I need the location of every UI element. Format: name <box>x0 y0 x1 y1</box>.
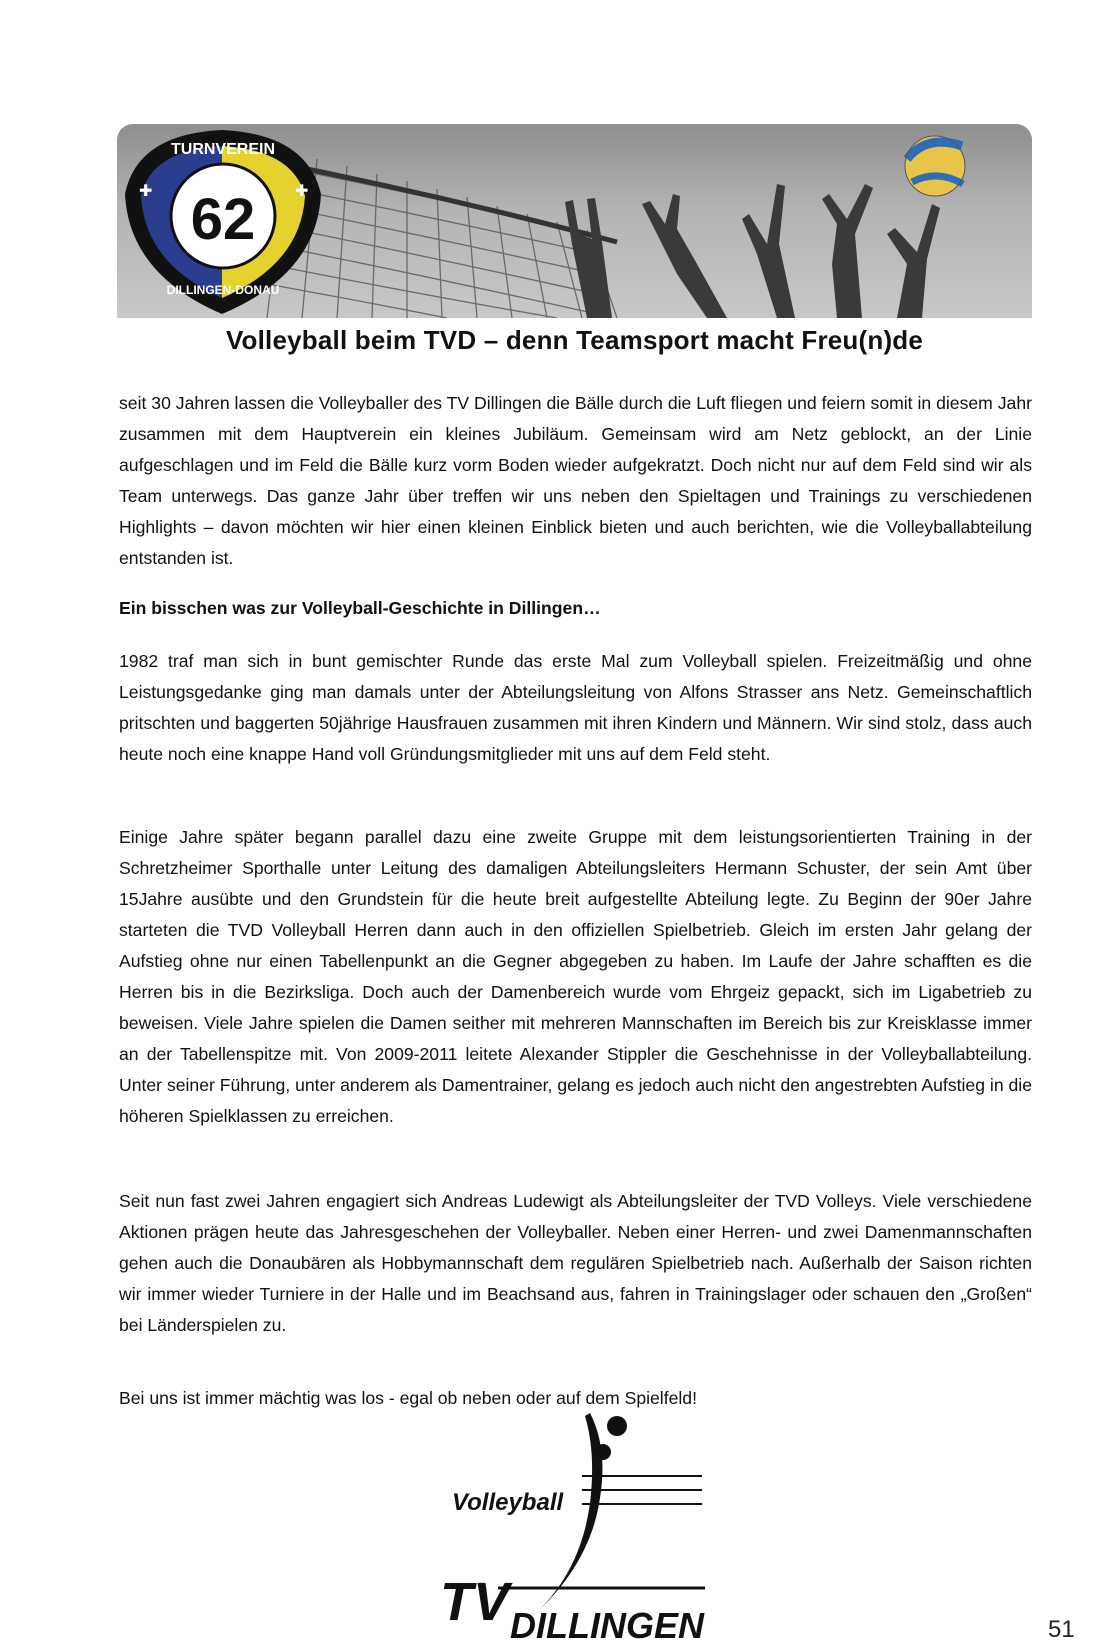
history-paragraph-3: Seit nun fast zwei Jahren engagiert sich Andreas Ludewigt als Abteilungsleiter der TVD Volleys. Viele verschiedene Aktionen prägen heute das Jahresgeschehen der Volleyballer. Neben einer Herren- und zwei Damenmannschaften gehen auch die Donaubären als Hobbymannschaft dem regulären Spielbetrieb nach. Außerhalb der Saison richten wir immer wieder Turniere in der Halle und im Beachsand aus, fahren in Trainingslager oder schauen den „Großen“ bei Länderspielen zu. <box>119 1191 1032 1335</box>
svg-text:✚: ✚ <box>295 181 309 200</box>
section-heading: Ein bisschen was zur Volleyball-Geschichte in Dillingen… <box>119 598 601 618</box>
article-title: Volleyball beim TVD – denn Teamsport macht Freu(n)de <box>225 325 924 355</box>
logo-player-silhouette <box>525 1413 602 1623</box>
closing-line: Bei uns ist immer mächtig was los - egal ob neben oder auf dem Spielfeld! <box>119 1388 697 1408</box>
logo-tv: TV <box>440 1572 510 1632</box>
page-number: 51 <box>1048 1616 1075 1643</box>
club-crest <box>125 130 321 314</box>
logo-ball-icon <box>607 1416 627 1436</box>
logo-word-volleyball: Volleyball <box>452 1489 564 1516</box>
svg-text:TURNVEREIN: TURNVEREIN <box>170 141 276 158</box>
header-banner <box>117 124 1032 318</box>
svg-text:DILLINGEN-DONAU: DILLINGEN-DONAU <box>166 283 280 297</box>
history-paragraph-1: 1982 traf man sich in bunt gemischter Runde das erste Mal zum Volleyball spielen. Freizeitmäßig und ohne Leistungsgedanke ging man damals unter der Abteilungsleitung von Alfons Strasser ans Netz. Gemeinschaftlich pritschten und baggerten 50jährige Hausfrauen zusammen mit ihren Kindern und Männern. Wir sind stolz, dass auch heute noch eine knappe Hand voll Gründungsmitglieder mit uns auf dem Feld steht. <box>119 651 1032 764</box>
history-paragraph-2: Einige Jahre später begann parallel dazu eine zweite Gruppe mit dem leistungsorientierten Training in der Schretzheimer Sporthalle unter Leitung des damaligen Abteilungsleiters Hermann Schuster, der sein Amt über 15Jahre ausübte und den Grundstein für die heute breit aufgestellte Abteilung legte. Zu Beginn der 90er Jahre starteten die TVD Volleyball Herren dann auch in den offiziellen Spielbetrieb. Gleich im ersten Jahr gelang der Aufstieg ohne nur einen Tabellenpunkt an die Gegner abgegeben zu haben. Im Laufe der Jahre schafften es die Herren bis in die Bezirksliga. Doch auch der Damenbereich wurde vom Ehrgeiz gepackt, sich im Ligabetrieb zu beweisen. Viele Jahre spielen die Damen seither mit mehreren Mannschaften im Bereich bis zur Kreisklasse immer an der Tabellenspitze mit. Von 2009-2011 leitete Alexander Stippler die Geschehnisse in der Volleyballabteilung. Unter seiner Führung, unter anderem als Damentrainer, gelang es jedoch auch nicht den angestrebten Aufstieg in die höheren Spielklassen zu erreichen. <box>119 827 1032 1126</box>
player-arms <box>565 184 940 318</box>
svg-text:✚: ✚ <box>139 181 153 200</box>
net-mesh <box>267 154 617 318</box>
tv-dillingen-volleyball-logo <box>440 1408 740 1649</box>
volleyball-net-image <box>117 124 1032 318</box>
logo-dillingen: DILLINGEN <box>510 1605 704 1646</box>
volleyball-ball-icon <box>905 136 965 196</box>
intro-paragraph: seit 30 Jahren lassen die Volleyballer des TV Dillingen die Bälle durch die Luft fliegen und feiern somit in diesem Jahr zusammen mit dem Hauptverein ein kleines Jubiläum. Gemeinsam wird am Netz geblockt, an der Linie aufgeschlagen und im Feld die Bälle kurz vorm Boden wieder aufgekratzt. Doch nicht nur auf dem Feld sind wir als Team unterwegs. Das ganze Jahr über treffen wir uns neben den Spieltagen und Trainings zu verschiedenen Highlights – davon möchten wir hier einen kleinen Einblick bieten und auch berichten, wie die Volleyballabteilung entstanden ist. <box>119 393 1032 568</box>
svg-text:62: 62 <box>190 187 256 252</box>
